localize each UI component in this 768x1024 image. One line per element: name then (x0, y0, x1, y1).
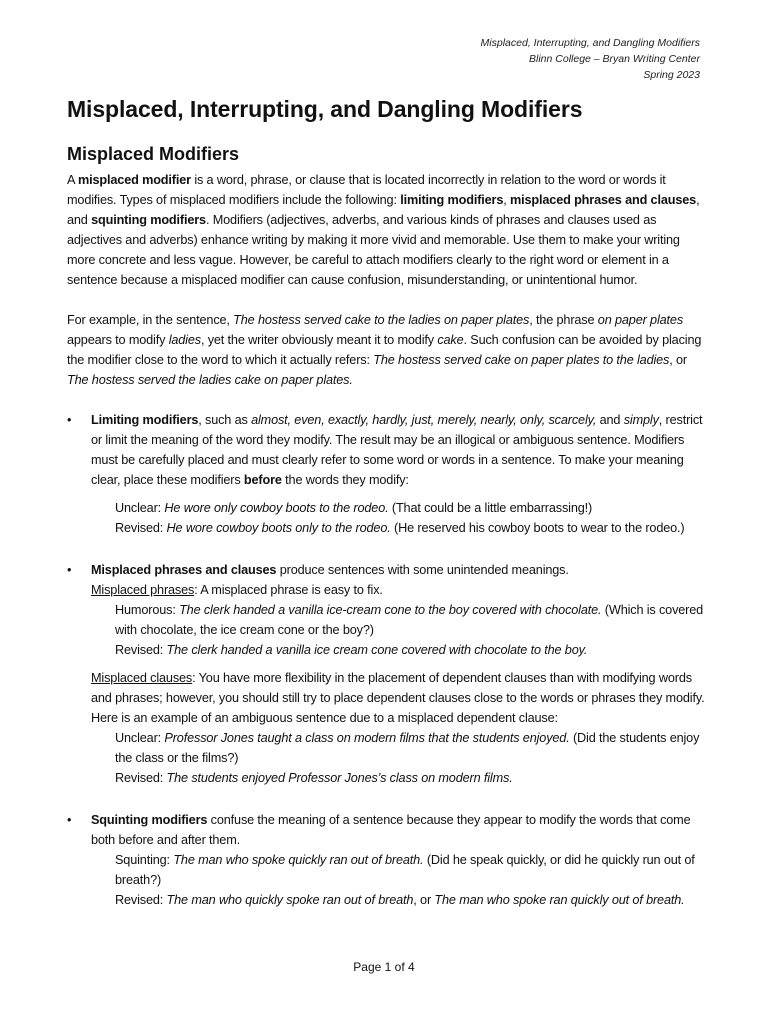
text-run: before (243, 473, 282, 487)
text-run: The hostess served cake on paper plates to the ladies (373, 353, 670, 367)
body-content (67, 170, 707, 926)
text-run: Humorous: (115, 603, 180, 617)
text-run: . Modifiers (adjectives, adverbs, and various kinds of phrases and clauses used as adjectives and adverbs) enhance writing by making it more vivid and memorable. Use them to make your writing more concrete and less vague. However, be careful to attach modifiers clearly to the right word or element in a sentence because a misplaced modifier can cause confusion, misunderstanding, or unintentional humor. (67, 213, 680, 287)
text-run: The man who spoke quickly ran out of breath. (173, 853, 424, 867)
text-run: (That could be a little embarrassing!) (388, 501, 593, 515)
text-run: almost, even, exactly, hardly, just, merely, nearly, only, scarcely, (251, 413, 597, 427)
text-run: Revised: (115, 771, 167, 785)
squinting-intro (91, 810, 707, 850)
squinting-example-revised (91, 890, 707, 910)
clauses-example-revised (91, 768, 707, 788)
text-run: simply (623, 413, 659, 427)
example-paragraph (67, 310, 707, 390)
text-run: . Such confusion can be avoided by placing the modifier close to the word to which it actually refers: (67, 333, 702, 367)
bullet-glyph: • (67, 813, 72, 827)
text-run: appears to modify (67, 333, 169, 347)
text-run: He wore only cowboy boots to the rodeo. (164, 501, 389, 515)
text-run: Unclear: (115, 501, 165, 515)
text-run: The man who spoke ran quickly out of breath. (434, 893, 685, 907)
text-run: (Did the students enjoy the class or the films?) (115, 731, 700, 765)
text-run: the words they modify: (281, 473, 409, 487)
text-run: , (503, 193, 510, 207)
text-run: Misplaced phrases (91, 583, 195, 597)
text-run: , the phrase (529, 313, 598, 327)
clauses-intro (91, 668, 707, 728)
text-run: The hostess served the ladies cake on paper plates. (67, 373, 353, 387)
text-run: Limiting modifiers (91, 413, 199, 427)
phrases-example-revised (91, 640, 707, 660)
running-header (481, 35, 700, 83)
text-run: (Did he speak quickly, or did he quickly run out of breath?) (115, 853, 695, 887)
text-run: ladies (168, 333, 201, 347)
list-item-misplaced-phrases-clauses (67, 560, 707, 788)
clauses-example-unclear (91, 728, 707, 768)
limiting-example-revised (91, 518, 707, 538)
text-run: Squinting: (115, 853, 174, 867)
text-run: , or (669, 353, 687, 367)
header-title: Misplaced, Interrupting, and Dangling Modifiers (480, 37, 700, 49)
text-run: misplaced phrases and clauses (510, 193, 697, 207)
limiting-intro (91, 410, 707, 490)
text-run: is a word, phrase, or clause that is located incorrectly in relation to the word or words it modifies. Types of misplaced modifiers include the following: (67, 173, 666, 207)
text-run: He wore cowboy boots only to the rodeo. (166, 521, 391, 535)
text-run: limiting modifiers (400, 193, 504, 207)
text-run: produce sentences with some unintended meanings. (276, 563, 569, 577)
text-run: (He reserved his cowboy boots to wear to the rodeo.) (390, 521, 685, 535)
text-run: , such as (198, 413, 252, 427)
section-heading: Misplaced Modifiers (67, 144, 240, 164)
squinting-example-squinting (91, 850, 707, 890)
text-run: A (67, 173, 78, 187)
text-run: on paper plates (597, 313, 684, 327)
text-run: The hostess served cake to the ladies on paper plates (233, 313, 530, 327)
bullet-glyph: • (67, 563, 72, 577)
list-item-squinting-modifiers (67, 810, 707, 910)
phrases-subintro (91, 580, 707, 600)
text-run: , restrict or limit the meaning of the word they modify. The result may be an illogical or ambiguous sentence. Modifiers must be carefully placed and must clearly refer to some word or words in a sentence. To make your meaning clear, place these modifiers (91, 413, 703, 487)
text-run: confuse the meaning of a sentence because they appear to modify the words that come both before and after them. (91, 813, 691, 847)
list-item-limiting-modifiers (67, 410, 707, 538)
text-run: The clerk handed a vanilla ice cream cone covered with chocolate to the boy. (166, 643, 588, 657)
text-run: , and (67, 193, 700, 227)
header-term: Spring 2023 (643, 69, 700, 81)
text-run: cake (437, 333, 464, 347)
text-run: The man who quickly spoke ran out of breath (166, 893, 414, 907)
text-run: : A misplaced phrase is easy to fix. (194, 583, 383, 597)
page-number: Page 1 of 4 (353, 960, 415, 974)
text-run: , or (413, 893, 435, 907)
text-run: Misplaced phrases and clauses (91, 563, 277, 577)
text-run: (Which is covered with chocolate, the ice cream cone or the boy?) (115, 603, 704, 637)
phrases-intro (91, 560, 707, 580)
header-institution: Blinn College – Bryan Writing Center (529, 53, 700, 65)
text-run: Squinting modifiers (91, 813, 208, 827)
bullet-glyph: • (67, 413, 72, 427)
limiting-example-unclear (91, 498, 707, 518)
text-run: Unclear: (115, 731, 165, 745)
text-run: The students enjoyed Professor Jones’s class on modern films. (166, 771, 513, 785)
text-run: misplaced modifier (78, 173, 191, 187)
page-title: Misplaced, Interrupting, and Dangling Modifiers (67, 96, 583, 122)
intro-paragraph (67, 170, 707, 290)
text-run: and (596, 413, 624, 427)
text-run: squinting modifiers (91, 213, 206, 227)
text-run: Revised: (115, 893, 167, 907)
text-run: For example, in the sentence, (67, 313, 234, 327)
text-run: : You have more flexibility in the placement of dependent clauses than with modifying words and phrases; however, you should still try to place dependent clauses close to the words or phrases they modify. Here is an example of an ambiguous sentence due to a misplaced dependent clause: (91, 671, 705, 725)
text-run: , yet the writer obviously meant it to modify (200, 333, 438, 347)
text-run: The clerk handed a vanilla ice-cream cone to the boy covered with chocolate. (179, 603, 602, 617)
text-run: Misplaced clauses (91, 671, 193, 685)
text-run: Revised: (115, 521, 167, 535)
text-run: Professor Jones taught a class on modern films that the students enjoyed. (164, 731, 570, 745)
text-run: Revised: (115, 643, 167, 657)
phrases-example-humorous (91, 600, 707, 640)
